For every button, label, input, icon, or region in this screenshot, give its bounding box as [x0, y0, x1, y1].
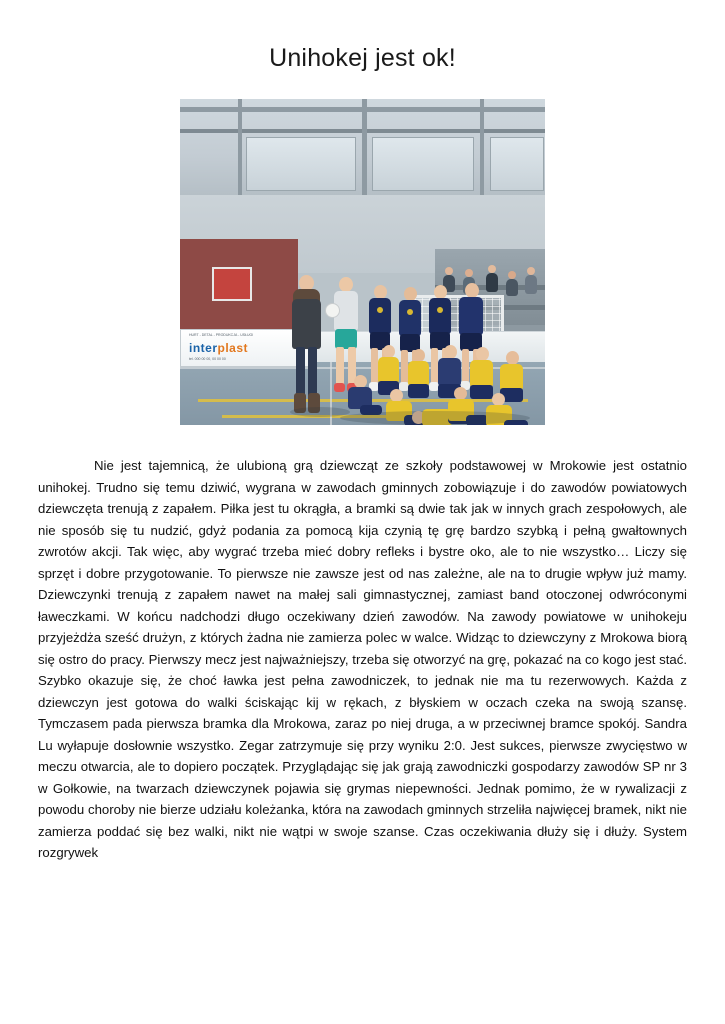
team-coach: [288, 275, 324, 415]
figure-team-photo: [180, 99, 545, 425]
banner-bottom-text: tel. 000 00 00, 00 00 00: [189, 357, 226, 361]
banner-logo-part1: inter: [189, 341, 218, 355]
banner-logo-text: [189, 341, 248, 355]
article-paragraph: Nie jest tajemnicą, że ulubioną grą dziewcząt ze szkoły podstawowej w Mrokowie jest ostatnio unihokej. Trudno się temu dziwić, wygrana w zawodach gminnych zobowiązuje i do zawodów powiatowych dziewczęta trenują z zapałem. Piłka jest tu okrągła, a bramki są dwie tak jak w innych grach zespołowych, ale nie sposób się tu nudzić, gdyż podania za pomocą kija czynią tę grę bardzo szybką i pełną gwałtownych zwrotów akcji. Tak więc, aby wygrać trzeba mieć dobry refleks i bystre oko, ale to nie wszystko… Liczy się sprzęt i dobre przygotowanie. To pierwsze nie zawsze jest od nas zależne, ale na to drugie wpływ już mamy. Dziewczynki trenują z zapałem nawet na małej sali gimnastycznej, zamiast band otoczonej odwróconymi ławeczkami. W końcu nadchodzi długo oczekiwany dzień zawodów. Na zawody powiatowe w unihokeju przyjeżdża sześć drużyn, z których żadna nie zamierza polec w walce. Widząc to dziewczyny z Mrokowa biorą się ostro do pracy. Pierwszy mecz jest najważniejszy, trzeba się otworzyć na grę, pokazać na co kogo jest stać. Szybko okazuje się, że choć ławka jest pełna zawodniczek, to jednak nie ma tu rezerwowych. Każda z dziewczyn jest gotowa do walki ściskając kij w rękach, z błyskiem w oczach czeka na swoją szansę. Tymczasem pada pierwsza bramka dla Mrokowa, zaraz po niej druga, a w przeciwnej bramce spokój. Sandra Lu wyłapuje dosłownie wszystko. Zegar zatrzymuje się przy wyniku 2:0. Jest sukces, pierwsze zwycięstwo w meczu otwarcia, ale to dopiero początek. Przyglądając się jak grają zawodniczki gospodarzy zawodów SP nr 3 w Gołkowie, na twarzach dziewczynek pojawia się grymas niepewności. Jednak pomimo, że w rywalizacji z powodu choroby nie bierze udziału koleżanka, która na zawodach gminnych strzeliła najwięcej bramek, nikt nie zamierza poddać się bez walki, nikt nie wątpi w swoje szanse. Czas oczekiwania dłuży się i dłuży. System rozgrywek: [38, 458, 687, 860]
article-body: [38, 455, 687, 864]
medal: [407, 309, 413, 315]
floor-shadow: [340, 411, 530, 425]
wall-sign: [212, 267, 252, 301]
gym-window: [490, 137, 544, 191]
gym-window: [372, 137, 474, 191]
gym-window: [246, 137, 356, 191]
ceiling-beam: [480, 99, 484, 195]
photo-image: [180, 99, 545, 425]
medal: [377, 307, 383, 313]
medal: [437, 307, 443, 313]
banner-top-text: HURT - DETAL - PRODUKCJA - USŁUGI: [189, 333, 254, 337]
ceiling-beam: [362, 99, 367, 195]
spectator: [524, 267, 538, 295]
floor-shadow: [290, 407, 350, 417]
page-title: Unihokej jest ok!: [269, 44, 456, 72]
spectator: [505, 271, 519, 297]
floorball-ball: [325, 303, 340, 318]
spectator: [485, 265, 499, 293]
ceiling-beam: [238, 99, 242, 195]
banner-logo-part2: plast: [217, 341, 249, 355]
